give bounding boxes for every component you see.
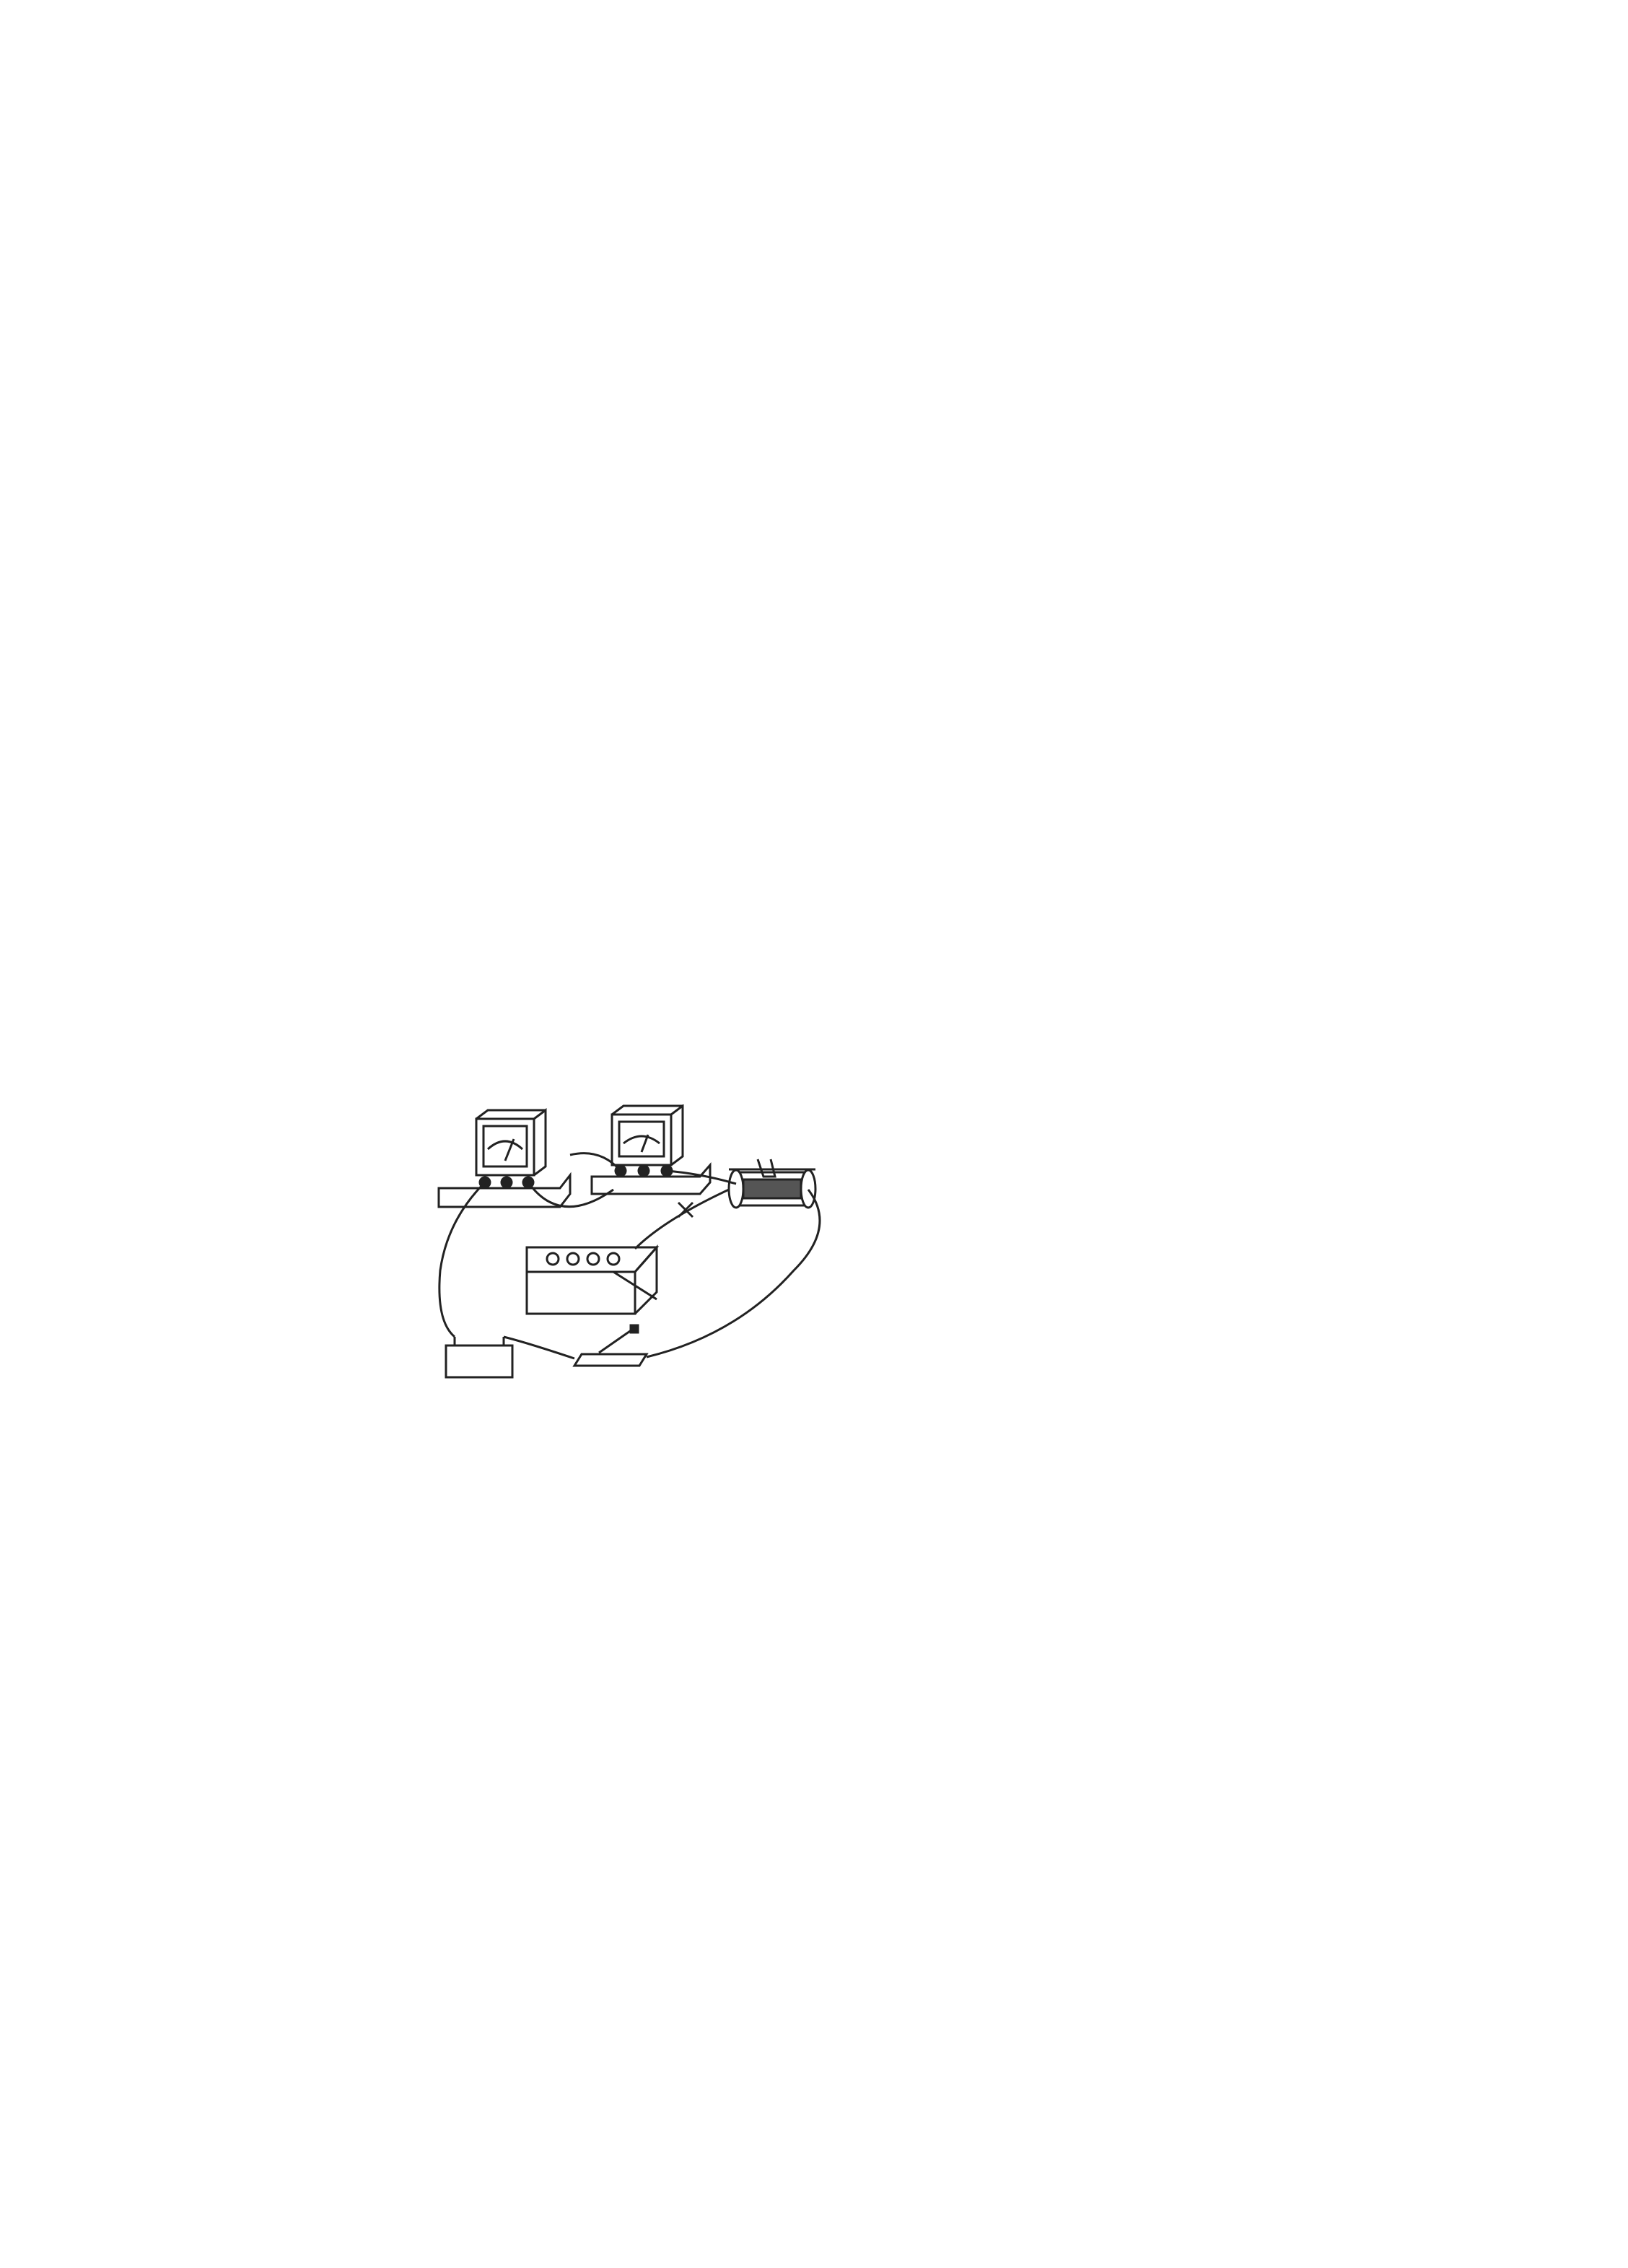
- answer-line: [196, 1110, 216, 1142]
- answer-line: [196, 754, 273, 785]
- switch-icon: [574, 1325, 647, 1366]
- answer-line: [209, 228, 241, 260]
- ammeter-icon: [592, 1106, 710, 1194]
- voltmeter-icon: [439, 1110, 570, 1207]
- answer-line: [196, 1452, 216, 1484]
- answer-line: [209, 436, 241, 468]
- power-source-icon: [446, 1337, 512, 1377]
- answer-line: [209, 892, 359, 924]
- rheostat-icon: [729, 1159, 815, 1208]
- answer-line: [196, 684, 323, 716]
- circuit-figure-1: [419, 1104, 852, 1379]
- answer-line: [209, 505, 281, 537]
- answer-line: [196, 1418, 216, 1449]
- resistor-r0-icon: [527, 1247, 657, 1314]
- answer-line: [196, 823, 216, 855]
